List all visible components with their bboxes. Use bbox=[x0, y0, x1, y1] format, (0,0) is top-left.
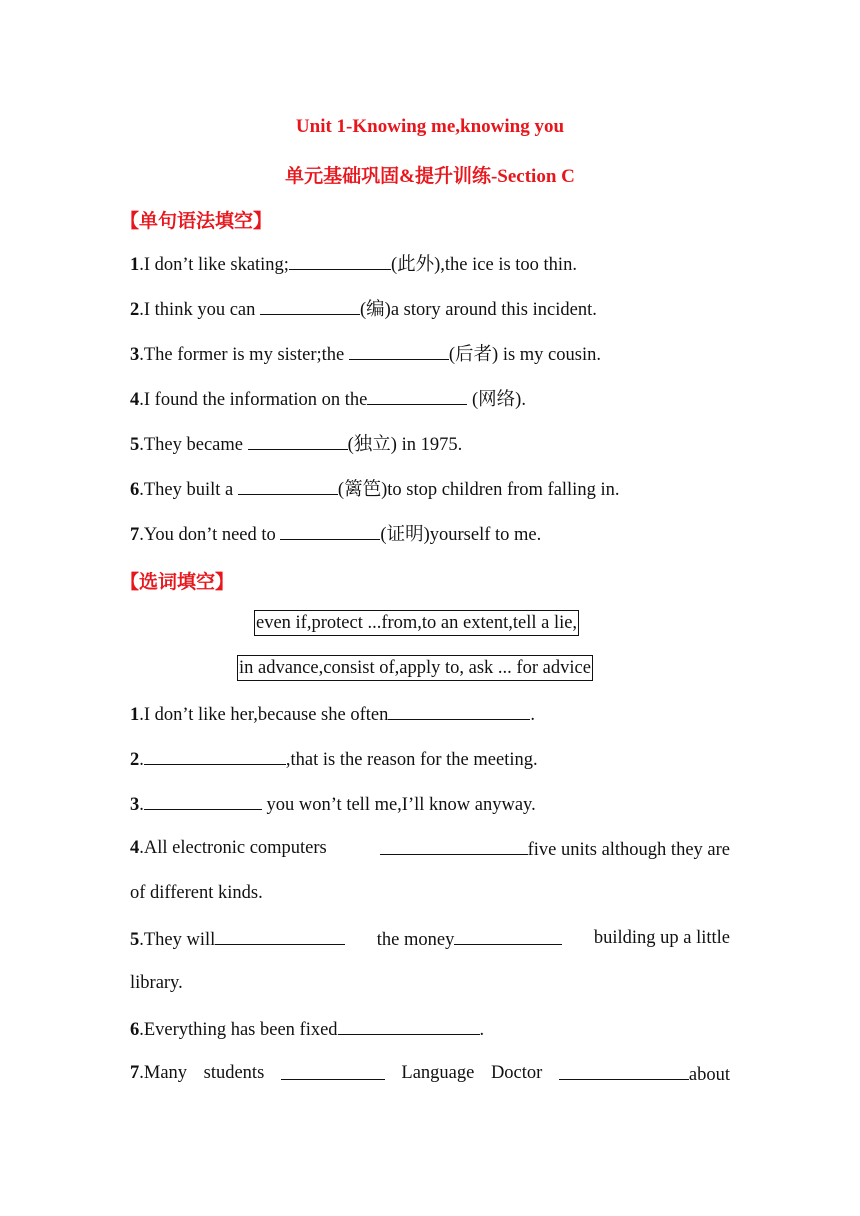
answer-blank[interactable] bbox=[248, 432, 348, 450]
section-heading-grammar: 【单句语法填空】 bbox=[120, 211, 273, 232]
question-text: Doctor bbox=[490, 1063, 543, 1083]
page-subtitle: 单元基础巩固&提升训练-Section C bbox=[285, 166, 575, 187]
grammar-question-6 bbox=[130, 477, 730, 501]
answer-blank[interactable] bbox=[238, 477, 338, 495]
answer-blank[interactable] bbox=[367, 387, 467, 405]
question-number: 1 bbox=[130, 255, 140, 275]
word-choice-question-2 bbox=[130, 747, 730, 771]
question-hint: (篱笆)to stop children from falling in. bbox=[337, 480, 620, 500]
question-text-end: you won’t tell me,I’ll know anyway. bbox=[266, 795, 536, 815]
question-hint: (独立) in 1975. bbox=[347, 435, 463, 455]
question-number: 2 bbox=[130, 750, 140, 770]
word-choice-question-4 bbox=[130, 837, 730, 861]
grammar-question-7 bbox=[130, 522, 730, 546]
word-choice-question-6 bbox=[130, 1017, 730, 1041]
answer-blank[interactable] bbox=[144, 792, 262, 810]
question-text: .I found the information on the bbox=[139, 390, 368, 410]
answer-blank[interactable] bbox=[260, 297, 360, 315]
question-number: 6 bbox=[130, 480, 140, 500]
question-text-end: ,that is the reason for the meeting. bbox=[285, 750, 538, 770]
question-number: 6 bbox=[130, 1020, 140, 1040]
word-choice-question-4-continued: of different kinds. bbox=[130, 883, 263, 903]
question-number: 7 bbox=[130, 1063, 140, 1083]
question-text: Language bbox=[401, 1063, 475, 1083]
answer-blank[interactable] bbox=[144, 747, 286, 765]
question-text-end: building up a little bbox=[593, 928, 730, 948]
question-text-end: . bbox=[530, 705, 535, 725]
question-text: .They will bbox=[139, 930, 216, 950]
word-choice-question-3 bbox=[130, 792, 730, 816]
word-choice-question-7 bbox=[130, 1062, 730, 1086]
question-number: 1 bbox=[130, 705, 140, 725]
question-text: students bbox=[203, 1063, 265, 1083]
answer-blank[interactable] bbox=[559, 1062, 689, 1080]
question-hint: (证明)yourself to me. bbox=[380, 525, 542, 545]
question-hint: (编)a story around this incident. bbox=[360, 300, 597, 320]
grammar-question-2 bbox=[130, 297, 730, 321]
question-text: .Many bbox=[139, 1063, 188, 1083]
answer-blank[interactable] bbox=[281, 1062, 385, 1080]
answer-blank[interactable] bbox=[380, 837, 528, 855]
answer-blank[interactable] bbox=[454, 927, 562, 945]
answer-blank[interactable] bbox=[280, 522, 380, 540]
answer-blank[interactable] bbox=[349, 342, 449, 360]
word-bank-line-2: in advance,consist of,apply to, ask ... for advice bbox=[237, 655, 593, 681]
question-hint: (此外),the ice is too thin. bbox=[390, 255, 577, 275]
question-number: 4 bbox=[130, 390, 140, 410]
question-text: .The former is my sister;the bbox=[139, 345, 349, 365]
word-choice-question-5-continued: library. bbox=[130, 973, 183, 993]
question-text: .They built a bbox=[139, 480, 238, 500]
question-text-end: five units although they are bbox=[527, 840, 730, 860]
question-text-end: about bbox=[688, 1065, 730, 1085]
question-text: .I don’t like skating; bbox=[139, 255, 289, 275]
question-text: .They became bbox=[139, 435, 248, 455]
question-text: .I don’t like her,because she often bbox=[139, 705, 389, 725]
question-hint: (网络). bbox=[467, 390, 526, 410]
question-number: 7 bbox=[130, 525, 140, 545]
question-number: 4 bbox=[130, 838, 140, 858]
question-text: .You don’t need to bbox=[139, 525, 281, 545]
question-number: 2 bbox=[130, 300, 140, 320]
question-number: 5 bbox=[130, 435, 140, 455]
word-choice-question-1 bbox=[130, 702, 730, 726]
question-number: 3 bbox=[130, 795, 140, 815]
question-text: the money bbox=[376, 930, 455, 950]
question-text: .Everything has been fixed bbox=[139, 1020, 338, 1040]
question-hint: (后者) is my cousin. bbox=[448, 345, 601, 365]
question-number: 5 bbox=[130, 930, 140, 950]
page-title: Unit 1-Knowing me,knowing you bbox=[295, 116, 565, 137]
question-text: . bbox=[139, 750, 144, 770]
grammar-question-5 bbox=[130, 432, 730, 456]
grammar-question-1 bbox=[130, 252, 730, 276]
answer-blank[interactable] bbox=[338, 1017, 480, 1035]
question-text: . bbox=[139, 795, 144, 815]
word-bank-line-1: even if,protect ...from,to an extent,tell a lie, bbox=[254, 610, 579, 636]
question-number: 3 bbox=[130, 345, 140, 365]
answer-blank[interactable] bbox=[388, 702, 530, 720]
question-text: .All electronic computers bbox=[139, 838, 327, 858]
grammar-question-3 bbox=[130, 342, 730, 366]
answer-blank[interactable] bbox=[215, 927, 345, 945]
word-choice-question-5 bbox=[130, 927, 730, 951]
section-heading-word-choice: 【选词填空】 bbox=[120, 572, 235, 593]
grammar-question-4 bbox=[130, 387, 730, 411]
question-text: .I think you can bbox=[139, 300, 260, 320]
question-text-end: . bbox=[479, 1020, 485, 1040]
answer-blank[interactable] bbox=[289, 252, 391, 270]
